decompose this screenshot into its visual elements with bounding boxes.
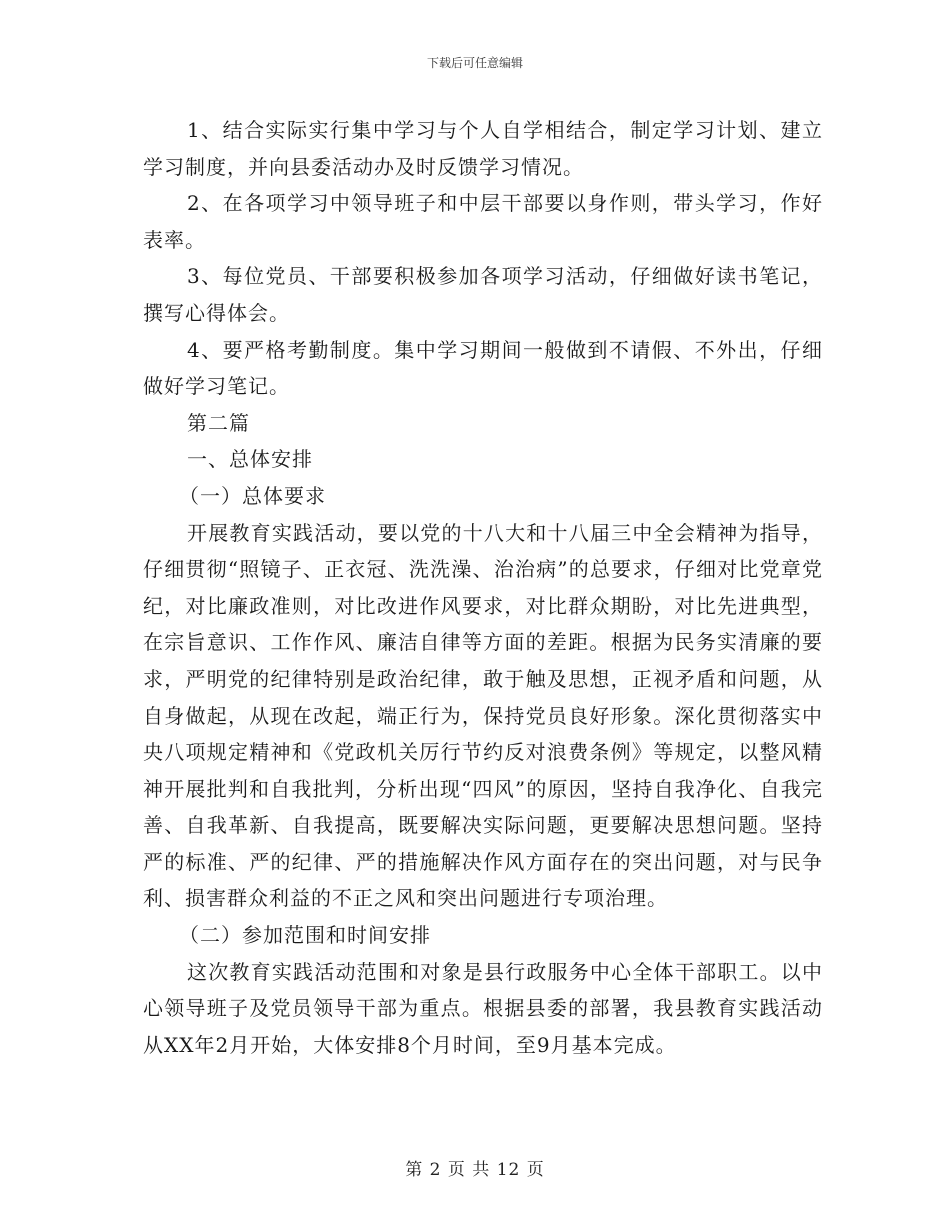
page-header-note: 下载后可任意编辑	[426, 56, 523, 70]
document-body	[143, 112, 823, 1063]
heading-overall-arrangement: 一、总体安排	[187, 447, 313, 472]
heading-overall-requirements: （一）总体要求	[179, 483, 326, 508]
page-number: 第 2 页 共 12 页	[405, 1160, 545, 1180]
paragraph-study-plan: 1、结合实际实行集中学习与个人自学相结合，制定学习计划、建立学习制度，并向县委活动办及时反馈学习情况。	[143, 118, 823, 179]
paragraph-requirements-body: 开展教育实践活动，要以党的十八大和十八届三中全会精神为指导，仔细贯彻“照镜子、正衣冠、洗洗澡、治治病”的总要求，仔细对比党章党纪，对比廉政准则，对比改进作风要求，对比群众期盼，对比先进典型，在宗旨意识、工作作风、廉洁自律等方面的差距。根据为民务实清廉的要求，严明党的纪律特别是政治纪律，敢于触及思想，正视矛盾和问题，从自身做起，从现在改起，端正行为，保持党员良好形象。深化贯彻落实中央八项规定精神和《党政机关厉行节约反对浪费条例》等规定，以整风精神开展批判和自我批判，分析出现“四风”的原因，坚持自我净化、自我完善、自我革新、自我提高，既要解决实际问题，更要解决思想问题。坚持严的标准、严的纪律、严的措施解决作风方面存在的突出问题，对与民争利、损害群众利益的不正之风和突出问题进行专项治理。	[143, 520, 823, 911]
paragraph-leaders-example: 2、在各项学习中领导班子和中层干部要以身作则，带头学习，作好表率。	[143, 191, 823, 252]
section-title: 第二篇	[187, 410, 250, 435]
paragraph-scope-body: 这次教育实践活动范围和对象是县行政服务中心全体干部职工。以中心领导班子及党员领导干部为重点。根据县委的部署，我县教育实践活动从XX年2月开始，大体安排8个月时间，至9月基本完成。	[143, 959, 823, 1057]
paragraph-reading-notes: 3、每位党员、干部要积极参加各项学习活动，仔细做好读书笔记，撰写心得体会。	[143, 264, 823, 325]
paragraph-attendance: 4、要严格考勤制度。集中学习期间一般做到不请假、不外出，仔细做好学习笔记。	[143, 337, 823, 399]
heading-scope-schedule: （二）参加范围和时间安排	[179, 923, 431, 948]
